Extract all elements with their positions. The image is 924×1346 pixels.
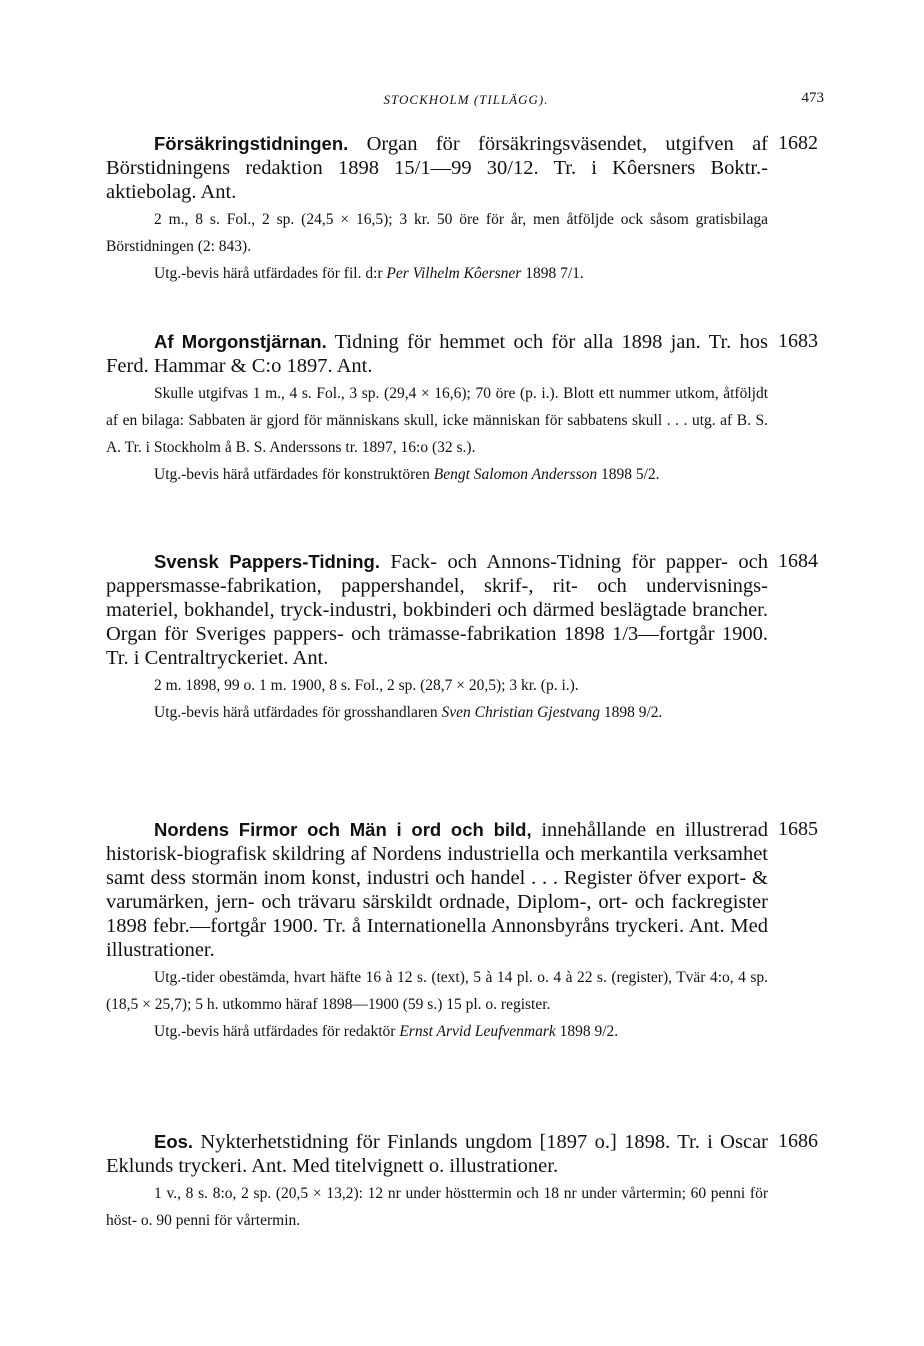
entry-number: 1686 — [778, 1130, 818, 1152]
bevis-name: Ernst Arvid Leufvenmark — [399, 1023, 556, 1040]
entry-bevis — [106, 699, 768, 726]
bevis-name: Per Vilhelm Kôersner — [386, 265, 522, 282]
entry-details: 2 m. 1898, 99 o. 1 m. 1900, 8 s. Fol., 2 sp. (28,7 × 20,5); 3 kr. (p. i.). — [154, 677, 579, 694]
entry-bevis — [106, 461, 768, 488]
bevis-prefix: Utg.-bevis härå utfärdades för fil. d:r — [154, 265, 383, 282]
entry-text: Tidning för hemmet och för alla 1898 jan. Tr. hos Ferd. Hammar & C:o 1897. Ant. — [106, 331, 768, 377]
entry-bevis — [106, 260, 768, 287]
entry-main — [106, 550, 768, 670]
entry-number: 1682 — [778, 132, 818, 154]
entry-main — [106, 818, 768, 962]
entry-main — [106, 132, 768, 204]
entry-details: Skulle utgifvas 1 m., 4 s. Fol., 3 sp. (29,4 × 16,6); 70 öre (p. i.). Blott ett nummer utkom, åtföljdt af en bilaga: Sabbaten är gjord för människans skull, icke människan för sabbatens skull . . . utg. af B. S. A. Tr. i Stockholm å B. S. Anderssons tr. 1897, 16:o (32 s.). — [106, 385, 768, 456]
entry-title: Af Morgonstjärnan. — [154, 331, 327, 352]
page-number: 473 — [801, 90, 824, 106]
bevis-date: 1898 7/1. — [525, 265, 584, 282]
entry-main — [106, 1130, 768, 1178]
entry-1682 — [106, 132, 846, 287]
entry-number: 1683 — [778, 330, 818, 352]
bevis-prefix: Utg.-bevis härå utfärdades för redaktör — [154, 1023, 396, 1040]
bevis-prefix: Utg.-bevis härå utfärdades för grosshandlaren — [154, 704, 438, 721]
entry-details: 2 m., 8 s. Fol., 2 sp. (24,5 × 16,5); 3 kr. 50 öre för år, men åtföljde ock såsom gratisbilaga Börstidningen (2: 843). — [106, 211, 768, 255]
entry-text: innehållande en illustrerad historisk-biografisk skildring af Nordens industriella och merkantila verksamhet samt dess stormän inom konst, industri och handel . . . Register öfver export- & varumärken, jern- och trävaru särskildt ordnade, Diplom-, ort- och fackregister 1898 febr.—fortgår 1900. Tr. å Internationella Annonsbyråns tryckeri. Ant. Med illustrationer. — [106, 819, 768, 961]
page-header — [108, 88, 824, 112]
entry-title: Eos. — [154, 1131, 194, 1152]
entry-1683 — [106, 330, 846, 488]
bevis-prefix: Utg.-bevis härå utfärdades för konstruktören — [154, 466, 430, 483]
running-head: STOCKHOLM (TILLÄGG). — [383, 92, 549, 107]
entry-title: Försäkringstidningen. — [154, 133, 349, 154]
bevis-date: 1898 9/2. — [559, 1023, 619, 1040]
entry-1684 — [106, 550, 846, 726]
entry-title: Nordens Firmor och Män i ord och bild, — [154, 819, 532, 840]
bevis-date: 1898 5/2. — [600, 466, 660, 483]
bevis-date: 1898 9/2. — [603, 704, 663, 721]
bevis-name: Bengt Salomon Andersson — [433, 466, 598, 483]
entry-text: Fack- och Annons-Tidning för papper- och pappersmasse-fabrikation, pappershandel, skrif-, rit- och undervisnings-materiel, bokhandel, tryck-industri, bokbinderi och därmed beslägtade brancher. Organ för Sveriges pappers- och trämasse-fabrikation 1898 1/3—fortgår 1900. Tr. i Centraltryckeriet. Ant. — [106, 551, 768, 669]
entry-details: 1 v., 8 s. 8:o, 2 sp. (20,5 × 13,2): 12 nr under hösttermin och 18 nr under vårtermin; 60 penni för höst- o. 90 penni för vårtermin. — [106, 1185, 768, 1229]
entry-text: Nykterhetstidning för Finlands ungdom [1897 o.] 1898. Tr. i Oscar Eklunds tryckeri. Ant. Med titelvignett o. illustrationer. — [106, 1131, 768, 1177]
entry-details: Utg.-tider obestämda, hvart häfte 16 à 12 s. (text), 5 à 14 pl. o. 4 à 22 s. (register), Tvär 4:o, 4 sp. (18,5 × 25,7); 5 h. utkommo häraf 1898—1900 (59 s.) 15 pl. o. register. — [106, 969, 768, 1013]
bevis-name: Sven Christian Gjestvang — [441, 704, 600, 721]
entry-number: 1684 — [778, 550, 818, 572]
entry-number: 1685 — [778, 818, 818, 840]
entry-text: Organ för försäkringsväsendet, utgifven af Börstidningens redaktion 1898 15/1—99 30/12. Tr. i Kôersners Boktr.-aktiebolag. Ant. — [106, 133, 768, 203]
entry-title: Svensk Pappers-Tidning. — [154, 551, 380, 572]
entry-bevis — [106, 1018, 768, 1045]
entry-main — [106, 330, 768, 378]
entry-1686 — [106, 1130, 846, 1234]
entry-1685 — [106, 818, 846, 1045]
